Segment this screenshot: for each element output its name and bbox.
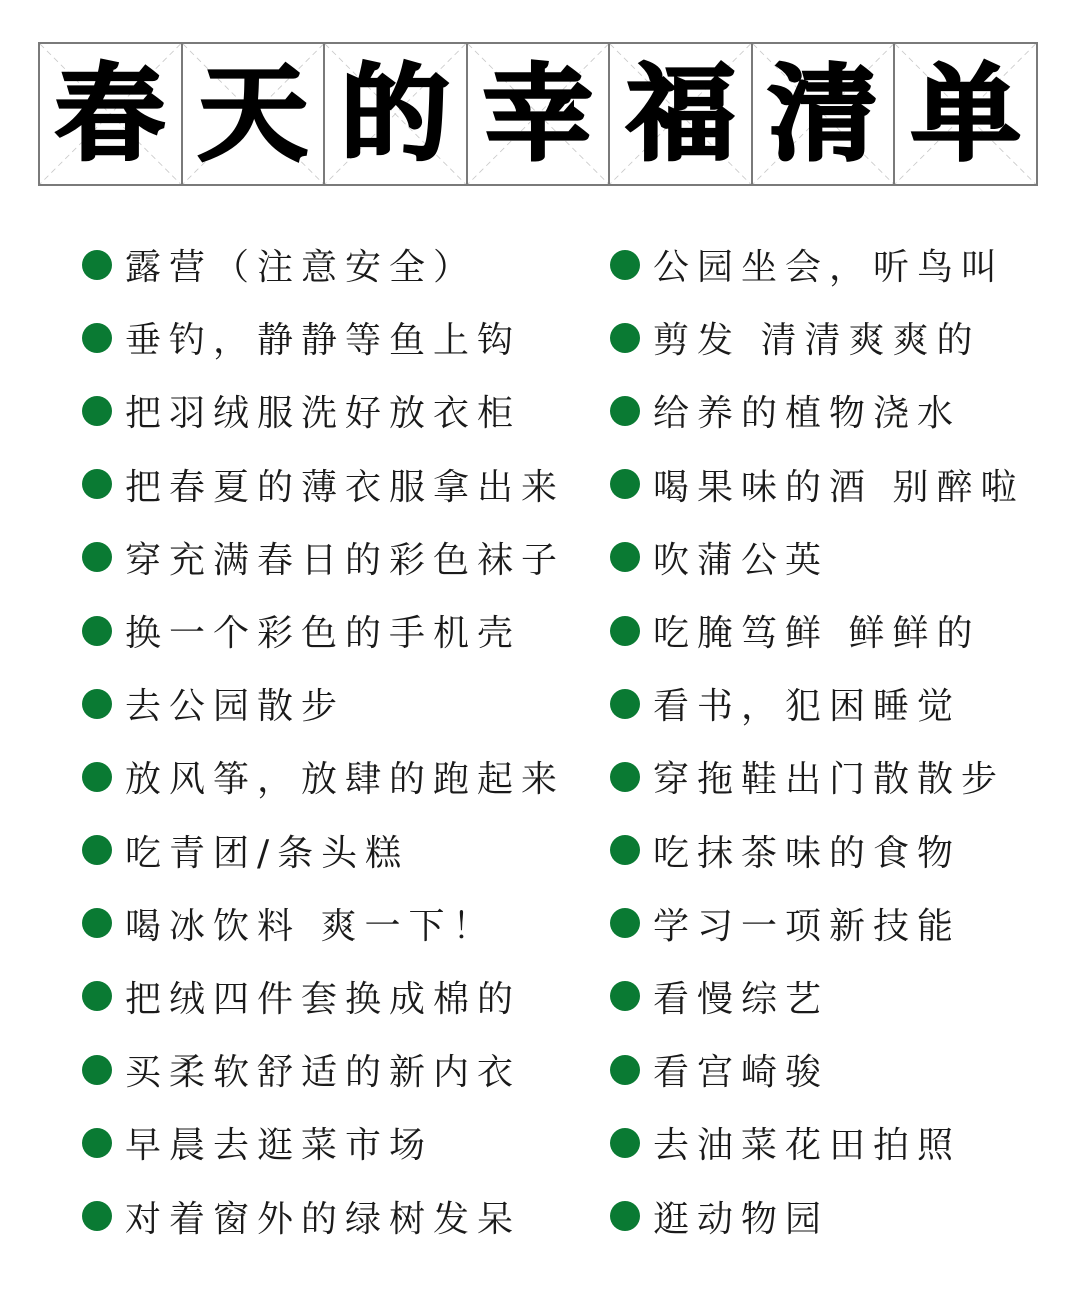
title-char: 幸	[483, 53, 593, 175]
bullet-icon	[610, 250, 640, 280]
list-item	[610, 448, 1024, 521]
list-item-text: 公园坐会，听鸟叫	[653, 247, 1006, 289]
bullet-icon	[610, 1201, 640, 1231]
bullet-icon	[82, 1201, 112, 1231]
list-item	[82, 667, 565, 740]
list-item	[610, 814, 1024, 887]
bullet-icon	[610, 616, 640, 646]
list-item	[610, 228, 1024, 301]
bullet-icon	[610, 542, 640, 572]
list-item	[610, 740, 1024, 813]
list-item-text: 买柔软舒适的新内衣	[125, 1052, 522, 1094]
bullet-icon	[610, 1055, 640, 1085]
list-item	[610, 1033, 1024, 1106]
list-item-text: 看慢综艺	[653, 978, 830, 1020]
list-item-text: 看宫崎骏	[653, 1052, 830, 1094]
bullet-icon	[82, 689, 112, 719]
list-item	[610, 301, 1024, 374]
list-item-text: 给养的植物浇水	[653, 393, 962, 435]
list-item	[82, 521, 565, 594]
title-char: 天	[198, 53, 308, 175]
list-item-text: 吹蒲公英	[653, 539, 830, 581]
list-item-text: 去公园散步	[125, 686, 346, 728]
list-item-text: 换一个彩色的手机壳	[125, 613, 522, 655]
title-cell	[895, 44, 1036, 184]
list-item	[610, 521, 1024, 594]
bullet-icon	[82, 542, 112, 572]
list-item	[610, 887, 1024, 960]
list-item-text: 把羽绒服洗好放衣柜	[125, 393, 522, 435]
list-item-text: 把春夏的薄衣服拿出来	[125, 466, 566, 508]
bullet-icon	[610, 689, 640, 719]
list-item-text: 去油菜花田拍照	[653, 1125, 962, 1167]
list-item	[82, 594, 565, 667]
list-item	[82, 1106, 565, 1179]
list-item-text: 吃青团/条头糕	[125, 832, 410, 874]
bullet-icon	[82, 835, 112, 865]
bullet-icon	[82, 1055, 112, 1085]
list-item	[82, 887, 565, 960]
bullet-icon	[610, 1128, 640, 1158]
title-cell	[40, 44, 183, 184]
list-item	[82, 960, 565, 1033]
list-item-text: 看书，犯困睡觉	[653, 686, 962, 728]
list-item	[610, 374, 1024, 447]
title-char: 单	[911, 53, 1021, 175]
bullet-icon	[82, 616, 112, 646]
bullet-icon	[82, 396, 112, 426]
list-item-text: 逛动物园	[653, 1198, 830, 1240]
list-item	[610, 960, 1024, 1033]
list-item-text: 对着窗外的绿树发呆	[125, 1198, 522, 1240]
list-item	[82, 1033, 565, 1106]
title-cell	[753, 44, 896, 184]
bullet-icon	[82, 323, 112, 353]
list-item	[610, 667, 1024, 740]
list-item	[82, 1179, 565, 1252]
bullet-icon	[82, 1128, 112, 1158]
list-item	[82, 448, 565, 521]
list-item	[82, 814, 565, 887]
list-item	[82, 301, 565, 374]
list-item-text: 吃腌笃鲜 鲜鲜的	[653, 613, 981, 655]
list-item-text: 剪发 清清爽爽的	[653, 320, 981, 362]
bullet-icon	[610, 396, 640, 426]
list-item-text: 喝冰饮料 爽一下！	[125, 905, 497, 947]
bullet-icon	[82, 762, 112, 792]
list-item-text: 把绒四件套换成棉的	[125, 978, 522, 1020]
bullet-icon	[610, 469, 640, 499]
bullet-icon	[610, 835, 640, 865]
list-item	[610, 1106, 1024, 1179]
title-cell	[610, 44, 753, 184]
bullet-icon	[82, 250, 112, 280]
bullet-icon	[610, 323, 640, 353]
title-char: 的	[340, 53, 451, 175]
list-item-text: 穿拖鞋出门散散步	[653, 759, 1006, 801]
title-cell	[183, 44, 326, 184]
list-item	[610, 1179, 1024, 1252]
bullet-icon	[610, 762, 640, 792]
title-cell	[325, 44, 468, 184]
bullet-icon	[610, 908, 640, 938]
list-item	[82, 228, 565, 301]
list-item-text: 喝果味的酒 别醉啦	[653, 466, 1025, 508]
bullet-icon	[610, 981, 640, 1011]
list-item-text: 露营（注意安全）	[125, 247, 478, 289]
list-item-text: 穿充满春日的彩色袜子	[125, 539, 566, 581]
bullet-icon	[82, 908, 112, 938]
list-item-text: 吃抹茶味的食物	[653, 832, 962, 874]
list-item-text: 垂钓，静静等鱼上钩	[125, 320, 522, 362]
title-char: 清	[768, 53, 878, 175]
bullet-icon	[82, 469, 112, 499]
list-item-text: 学习一项新技能	[653, 905, 962, 947]
list-item	[82, 740, 565, 813]
checklist-left	[82, 228, 565, 1253]
list-item-text: 早晨去逛菜市场	[125, 1125, 434, 1167]
title-grid	[38, 42, 1038, 186]
list-item	[82, 374, 565, 447]
list-item-text: 放风筝，放肆的跑起来	[125, 759, 566, 801]
title-cell	[468, 44, 611, 184]
title-char: 春	[55, 53, 165, 175]
title-char: 福	[625, 53, 736, 175]
bullet-icon	[82, 981, 112, 1011]
checklist-right	[610, 228, 1024, 1253]
list-item	[610, 594, 1024, 667]
